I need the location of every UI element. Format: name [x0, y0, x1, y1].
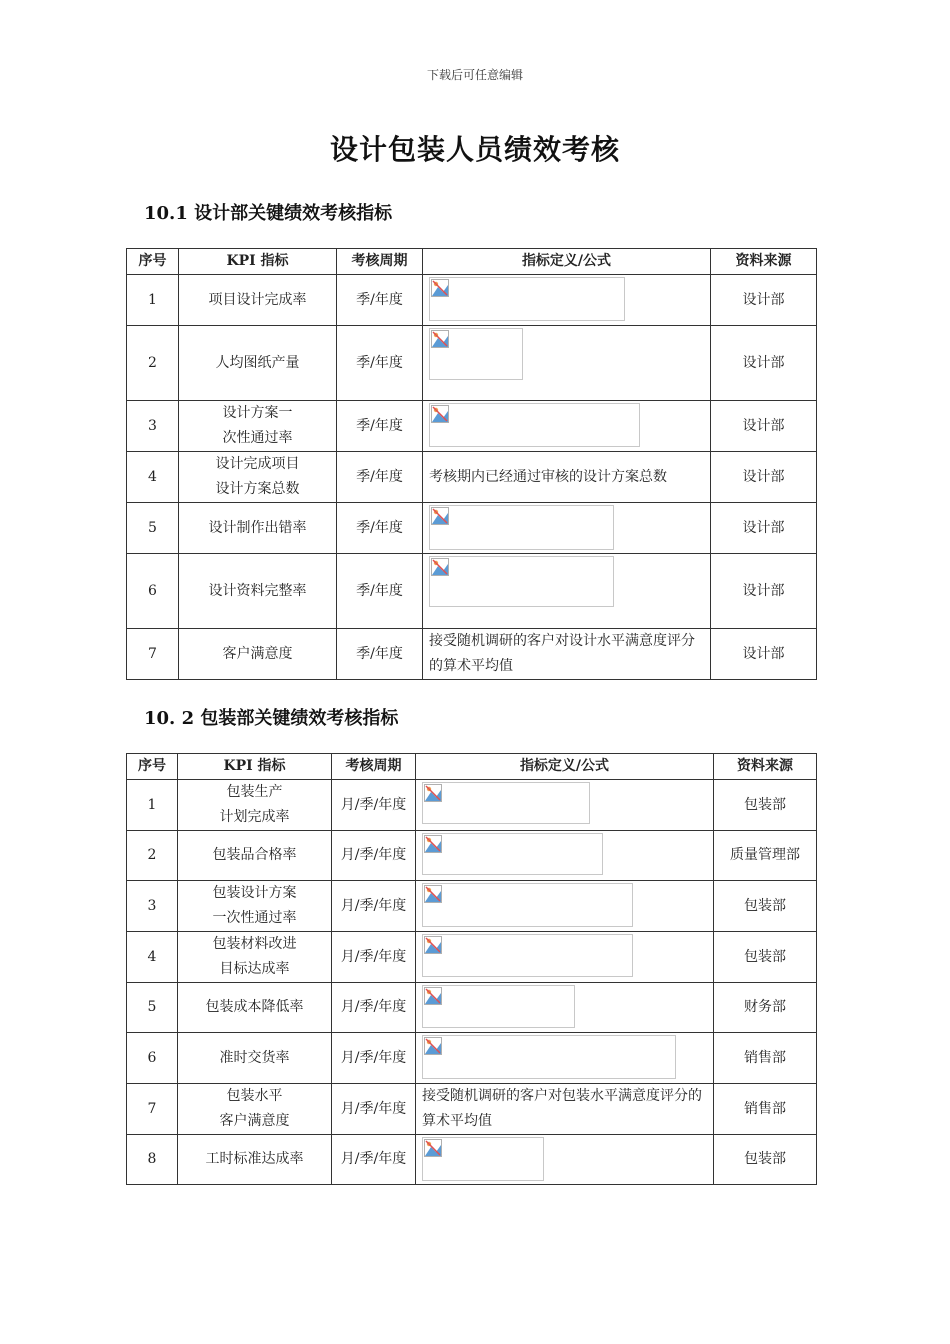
definition-formula [423, 326, 711, 401]
data-source: 设计部 [711, 554, 817, 629]
data-source: 设计部 [711, 629, 817, 680]
row-number: 8 [127, 1135, 178, 1185]
data-source: 销售部 [714, 1084, 817, 1135]
col-header-period: 考核周期 [332, 754, 416, 780]
col-header-kpi: KPI 指标 [178, 754, 332, 780]
kpi-name [178, 1084, 332, 1135]
assessment-period: 季/年度 [337, 554, 423, 629]
assessment-period: 季/年度 [337, 326, 423, 401]
document-title: 设计包装人员绩效考核 [329, 133, 620, 166]
formula-image-placeholder [422, 934, 633, 977]
table-row [127, 932, 817, 983]
definition-formula [416, 881, 714, 932]
row-number: 1 [127, 780, 178, 831]
table-row [127, 503, 817, 554]
row-number: 7 [127, 1084, 178, 1135]
table-row [127, 326, 817, 401]
kpi-name-line: 设计完成项目 [215, 456, 300, 472]
kpi-name-line: 包装生产 [226, 784, 283, 800]
data-source: 设计部 [711, 452, 817, 503]
assessment-period: 月/季/年度 [332, 780, 416, 831]
row-number: 5 [127, 503, 179, 554]
col-header-no: 序号 [127, 249, 179, 275]
table-row [127, 1033, 817, 1084]
definition-formula [416, 1135, 714, 1185]
broken-image-icon [424, 1139, 442, 1157]
data-source: 包装部 [714, 1135, 817, 1185]
definition-formula [423, 554, 711, 629]
definition-formula [416, 780, 714, 831]
data-source: 包装部 [714, 780, 817, 831]
assessment-period: 月/季/年度 [332, 881, 416, 932]
assessment-period: 季/年度 [337, 452, 423, 503]
definition-formula: 接受随机调研的客户对包装水平满意度评分的算术平均值 [416, 1084, 714, 1135]
kpi-name-line: 设计方案总数 [215, 481, 300, 497]
broken-image-icon [431, 558, 449, 576]
table-header-row [127, 754, 817, 780]
definition-formula [416, 932, 714, 983]
definition-formula: 考核期内已经通过审核的设计方案总数 [423, 452, 711, 503]
design-kpi-rows [127, 275, 817, 680]
kpi-name-line: 准时交货率 [219, 1049, 290, 1066]
table-row [127, 452, 817, 503]
col-header-definition: 指标定义/公式 [416, 754, 714, 780]
assessment-period: 月/季/年度 [332, 932, 416, 983]
broken-image-icon [424, 936, 442, 954]
row-number: 4 [127, 932, 178, 983]
broken-image-icon [431, 507, 449, 525]
kpi-name [178, 932, 332, 983]
row-number: 2 [127, 831, 178, 881]
kpi-name [178, 1033, 332, 1084]
kpi-name-line: 包装设计方案 [212, 885, 297, 901]
row-number: 7 [127, 629, 179, 680]
kpi-name [179, 275, 337, 326]
broken-image-icon [431, 330, 449, 348]
row-number: 6 [127, 554, 179, 629]
col-header-period: 考核周期 [337, 249, 423, 275]
formula-image-placeholder [422, 1035, 676, 1079]
data-source: 包装部 [714, 932, 817, 983]
formula-image-placeholder [422, 833, 603, 875]
table-row [127, 1135, 817, 1185]
col-header-kpi: KPI 指标 [179, 249, 337, 275]
data-source: 设计部 [711, 401, 817, 452]
table-row [127, 554, 817, 629]
kpi-name [179, 452, 337, 503]
kpi-name-line: 工时标准达成率 [205, 1151, 304, 1167]
row-number: 5 [127, 983, 178, 1033]
kpi-name-line: 项目设计完成率 [208, 291, 307, 308]
kpi-name [178, 780, 332, 831]
table-row [127, 1084, 817, 1135]
formula-image-placeholder [422, 985, 575, 1028]
broken-image-icon [431, 405, 449, 423]
kpi-name-line: 计划完成率 [219, 809, 290, 825]
kpi-name [179, 503, 337, 554]
formula-image-placeholder [429, 328, 523, 380]
kpi-name-line: 客户满意度 [219, 1113, 290, 1129]
assessment-period: 季/年度 [337, 629, 423, 680]
packaging-kpi-rows [127, 780, 817, 1185]
assessment-period: 月/季/年度 [332, 831, 416, 881]
kpi-name [178, 881, 332, 932]
broken-image-icon [424, 1037, 442, 1055]
data-source: 设计部 [711, 503, 817, 554]
table-row [127, 831, 817, 881]
formula-image-placeholder [429, 505, 614, 550]
row-number: 6 [127, 1033, 178, 1084]
kpi-name-line: 包装品合格率 [212, 847, 297, 863]
data-source: 质量管理部 [714, 831, 817, 881]
broken-image-icon [431, 279, 449, 297]
table-row [127, 983, 817, 1033]
table-row [127, 629, 817, 680]
assessment-period: 季/年度 [337, 275, 423, 326]
broken-image-icon [424, 835, 442, 853]
row-number: 2 [127, 326, 179, 401]
col-header-source: 资料来源 [714, 754, 817, 780]
col-header-no: 序号 [127, 754, 178, 780]
kpi-name [179, 326, 337, 401]
kpi-name [178, 983, 332, 1033]
kpi-name [179, 401, 337, 452]
table-row [127, 881, 817, 932]
formula-image-placeholder [429, 556, 614, 607]
broken-image-icon [424, 885, 442, 903]
table-row [127, 780, 817, 831]
definition-formula [423, 275, 711, 326]
kpi-name-line: 客户满意度 [222, 645, 293, 662]
definition-formula [423, 503, 711, 554]
col-header-definition: 指标定义/公式 [423, 249, 711, 275]
section-title-design: 10.1 设计部关键绩效考核指标 [144, 203, 393, 224]
data-source: 销售部 [714, 1033, 817, 1084]
header-note: 下载后可任意编辑 [426, 68, 523, 82]
design-kpi-table [126, 248, 817, 680]
data-source: 设计部 [711, 275, 817, 326]
table-row [127, 401, 817, 452]
assessment-period: 季/年度 [337, 401, 423, 452]
row-number: 3 [127, 401, 179, 452]
table-row [127, 275, 817, 326]
formula-image-placeholder [422, 782, 590, 824]
kpi-name-line: 设计制作出错率 [208, 519, 307, 536]
kpi-name [178, 1135, 332, 1185]
broken-image-icon [424, 987, 442, 1005]
broken-image-icon [424, 784, 442, 802]
formula-image-placeholder [429, 403, 640, 447]
row-number: 3 [127, 881, 178, 932]
definition-formula: 接受随机调研的客户对设计水平满意度评分的算术平均值 [423, 629, 711, 680]
definition-formula [416, 983, 714, 1033]
packaging-kpi-table [126, 753, 817, 1185]
assessment-period: 月/季/年度 [332, 1033, 416, 1084]
kpi-name-line: 包装成本降低率 [205, 999, 304, 1015]
kpi-name-line: 次性通过率 [222, 430, 293, 446]
section-title-packaging: 10. 2 包装部关键绩效考核指标 [144, 708, 399, 729]
definition-formula [416, 831, 714, 881]
definition-formula [423, 401, 711, 452]
kpi-name-line: 设计资料完整率 [208, 582, 307, 599]
kpi-name-line: 包装材料改进 [212, 936, 297, 952]
kpi-name [179, 629, 337, 680]
kpi-name-line: 设计方案一 [222, 405, 293, 421]
data-source: 财务部 [714, 983, 817, 1033]
assessment-period: 季/年度 [337, 503, 423, 554]
assessment-period: 月/季/年度 [332, 1084, 416, 1135]
row-number: 1 [127, 275, 179, 326]
kpi-name-line: 目标达成率 [219, 961, 290, 977]
formula-image-placeholder [422, 1137, 544, 1181]
formula-image-placeholder [422, 883, 633, 927]
kpi-name-line: 包装水平 [226, 1088, 283, 1104]
data-source: 包装部 [714, 881, 817, 932]
data-source: 设计部 [711, 326, 817, 401]
kpi-name [178, 831, 332, 881]
kpi-name-line: 一次性通过率 [212, 910, 297, 926]
assessment-period: 月/季/年度 [332, 983, 416, 1033]
formula-image-placeholder [429, 277, 625, 321]
col-header-source: 资料来源 [711, 249, 817, 275]
assessment-period: 月/季/年度 [332, 1135, 416, 1185]
kpi-name-line: 人均图纸产量 [215, 354, 300, 371]
table-header-row [127, 249, 817, 275]
row-number: 4 [127, 452, 179, 503]
definition-formula [416, 1033, 714, 1084]
kpi-name [179, 554, 337, 629]
